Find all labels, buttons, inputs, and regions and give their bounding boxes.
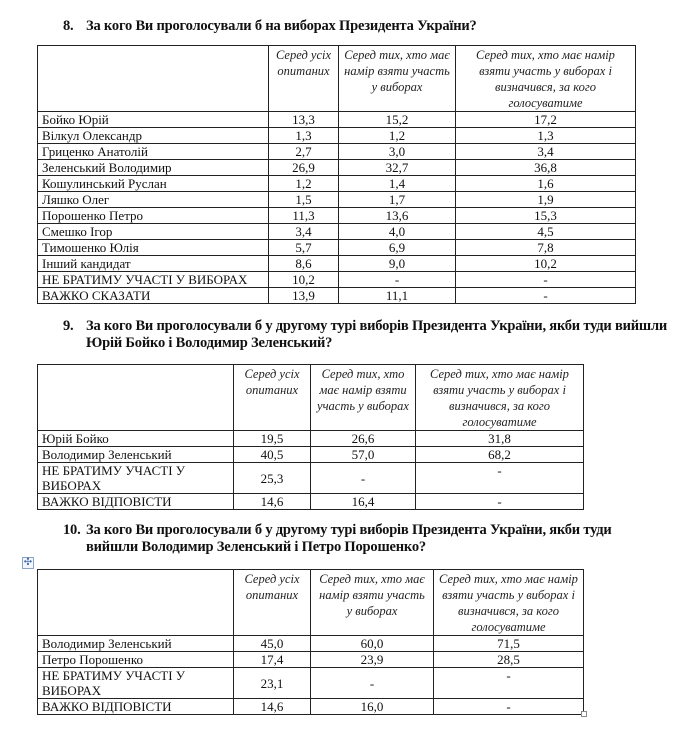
value-all: 19,5 (234, 431, 311, 447)
row-label: Ляшко Олег (38, 192, 269, 208)
row-label: ВАЖКО ВІДПОВІСТИ (38, 699, 234, 715)
table-resize-handle[interactable] (581, 711, 587, 717)
table-row (38, 240, 636, 256)
table-row (38, 652, 584, 668)
value-all: 1,3 (269, 128, 339, 144)
table-row (38, 256, 636, 272)
question-text-line2: вийшли Володимир Зеленський і Петро Порошенко? (86, 539, 426, 555)
value-voters: - (311, 463, 416, 494)
value-decided: - (416, 463, 584, 494)
row-label: Тимошенко Юлія (38, 240, 269, 256)
header-empty (38, 570, 234, 636)
value-decided: - (456, 288, 636, 304)
row-label: Вілкул Олександр (38, 128, 269, 144)
value-voters: 9,0 (339, 256, 456, 272)
value-decided: 4,5 (456, 224, 636, 240)
table-row (38, 144, 636, 160)
value-all: 23,1 (234, 668, 311, 699)
header-decided-voters: Серед тих, хто має намір взяти участь у виборах і визначився, за кого голосуватиме (416, 365, 584, 431)
value-decided: 3,4 (456, 144, 636, 160)
value-all: 26,9 (269, 160, 339, 176)
row-label: Смешко Ігор (38, 224, 269, 240)
value-voters: 1,2 (339, 128, 456, 144)
value-voters: 1,7 (339, 192, 456, 208)
row-label: Кошулинський Руслан (38, 176, 269, 192)
value-all: 1,5 (269, 192, 339, 208)
value-decided: 17,2 (456, 112, 636, 128)
header-all-respondents: Серед усіх опитаних (269, 46, 339, 112)
row-label: Петро Порошенко (38, 652, 234, 668)
header-empty (38, 46, 269, 112)
table-row (38, 699, 584, 715)
value-decided: - (416, 494, 584, 510)
table-row (38, 431, 584, 447)
value-all: 2,7 (269, 144, 339, 160)
header-intending-voters: Серед тих, хто має намір взяти участь у виборах (339, 46, 456, 112)
header-intending-voters: Серед тих, хто має намір взяти участь у виборах (311, 570, 434, 636)
value-decided: 1,6 (456, 176, 636, 192)
value-voters: 26,6 (311, 431, 416, 447)
value-all: 3,4 (269, 224, 339, 240)
table-row (38, 192, 636, 208)
value-all: 45,0 (234, 636, 311, 652)
table-row (38, 208, 636, 224)
row-label: НЕ БРАТИМУ УЧАСТІ У ВИБОРАХ (38, 668, 234, 699)
row-label: Інший кандидат (38, 256, 269, 272)
question-9-title (63, 318, 683, 352)
table-row (38, 463, 584, 494)
question-number: 8. (63, 18, 74, 34)
value-voters: 4,0 (339, 224, 456, 240)
value-all: 1,2 (269, 176, 339, 192)
row-label: Володимир Зеленський (38, 447, 234, 463)
table-row (38, 176, 636, 192)
value-decided: 36,8 (456, 160, 636, 176)
row-label: Гриценко Анатолій (38, 144, 269, 160)
table-row (38, 636, 584, 652)
value-voters: 16,4 (311, 494, 416, 510)
value-voters: 16,0 (311, 699, 434, 715)
header-decided-voters: Серед тих, хто має намір взяти участь у виборах і визначився, за кого голосуватиме (456, 46, 636, 112)
table-row (38, 494, 584, 510)
table-row (38, 668, 584, 699)
value-decided: 1,3 (456, 128, 636, 144)
value-all: 11,3 (269, 208, 339, 224)
question-10-table (37, 569, 584, 715)
row-label: Зеленський Володимир (38, 160, 269, 176)
question-8-table (37, 45, 636, 304)
row-label: Юрій Бойко (38, 431, 234, 447)
row-label: Порошенко Петро (38, 208, 269, 224)
table-row (38, 447, 584, 463)
value-voters: 23,9 (311, 652, 434, 668)
table-row (38, 224, 636, 240)
table-move-handle-icon[interactable]: ✣ (23, 557, 33, 568)
question-number: 10. (63, 522, 81, 538)
table-row (38, 160, 636, 176)
value-decided: 28,5 (434, 652, 584, 668)
header-decided-voters: Серед тих, хто має намір взяти участь у виборах і визначився, за кого голосуватиме (434, 570, 584, 636)
row-label: НЕ БРАТИМУ УЧАСТІ У ВИБОРАХ (38, 463, 234, 494)
value-decided: 7,8 (456, 240, 636, 256)
value-all: 5,7 (269, 240, 339, 256)
value-decided: 68,2 (416, 447, 584, 463)
table-row (38, 272, 636, 288)
row-label: Володимир Зеленський (38, 636, 234, 652)
question-text: За кого Ви проголосували б на виборах Президента України? (86, 18, 477, 34)
value-all: 13,3 (269, 112, 339, 128)
row-label: Бойко Юрій (38, 112, 269, 128)
header-empty (38, 365, 234, 431)
value-voters: 3,0 (339, 144, 456, 160)
value-decided: 15,3 (456, 208, 636, 224)
question-number: 9. (63, 318, 74, 334)
value-voters: - (311, 668, 434, 699)
row-label: ВАЖКО ВІДПОВІСТИ (38, 494, 234, 510)
value-voters: 11,1 (339, 288, 456, 304)
header-intending-voters: Серед тих, хто має намір взяти участь у виборах (311, 365, 416, 431)
question-text-line2: Юрій Бойко і Володимир Зеленський? (86, 335, 333, 351)
value-all: 25,3 (234, 463, 311, 494)
value-voters: 6,9 (339, 240, 456, 256)
value-all: 40,5 (234, 447, 311, 463)
value-voters: 32,7 (339, 160, 456, 176)
question-text-line1: За кого Ви проголосували б у другому турі виборів Президента України, якби туди вийшли (86, 318, 668, 334)
question-text-line1: За кого Ви проголосували б у другому турі виборів Президента України, якби туди (86, 522, 612, 538)
table-row (38, 288, 636, 304)
value-decided: - (434, 668, 584, 699)
row-label: ВАЖКО СКАЗАТИ (38, 288, 269, 304)
value-voters: - (339, 272, 456, 288)
value-all: 17,4 (234, 652, 311, 668)
value-voters: 13,6 (339, 208, 456, 224)
table-row (38, 128, 636, 144)
value-voters: 57,0 (311, 447, 416, 463)
question-10-title (63, 522, 683, 556)
row-label: НЕ БРАТИМУ УЧАСТІ У ВИБОРАХ (38, 272, 269, 288)
value-all: 14,6 (234, 494, 311, 510)
value-all: 14,6 (234, 699, 311, 715)
value-voters: 60,0 (311, 636, 434, 652)
value-all: 8,6 (269, 256, 339, 272)
value-decided: 31,8 (416, 431, 584, 447)
question-9-table (37, 364, 584, 510)
value-decided: - (434, 699, 584, 715)
header-all-respondents: Серед усіх опитаних (234, 365, 311, 431)
table-row (38, 112, 636, 128)
value-all: 10,2 (269, 272, 339, 288)
value-voters: 15,2 (339, 112, 456, 128)
value-decided: 71,5 (434, 636, 584, 652)
question-8-title (63, 18, 477, 35)
value-decided: - (456, 272, 636, 288)
value-all: 13,9 (269, 288, 339, 304)
value-decided: 1,9 (456, 192, 636, 208)
value-decided: 10,2 (456, 256, 636, 272)
value-voters: 1,4 (339, 176, 456, 192)
header-all-respondents: Серед усіх опитаних (234, 570, 311, 636)
